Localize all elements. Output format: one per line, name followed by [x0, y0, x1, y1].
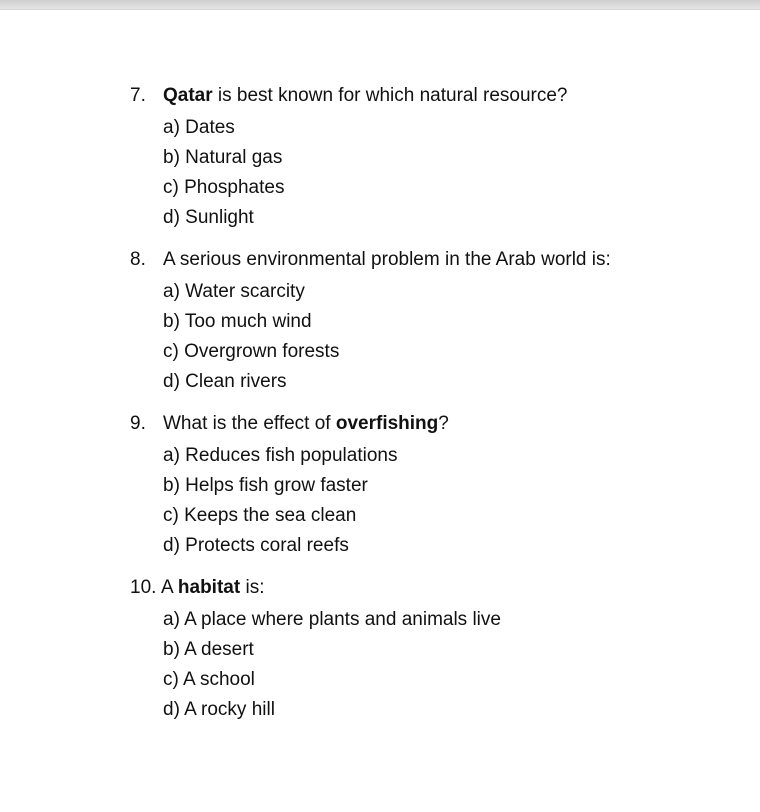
- options-list: [130, 605, 730, 725]
- option-d[interactable]: d) A rocky hill: [163, 699, 275, 720]
- option-a[interactable]: a) Dates: [163, 117, 235, 138]
- question-stem: [130, 411, 730, 437]
- option-c[interactable]: c) A school: [163, 669, 255, 690]
- question-8: [130, 247, 730, 397]
- option-b[interactable]: b) Too much wind: [163, 311, 312, 332]
- stem-text-end: is:: [240, 577, 265, 598]
- option-b[interactable]: b) Natural gas: [163, 147, 283, 168]
- options-list: [130, 277, 730, 397]
- option-b[interactable]: b) Helps fish grow faster: [163, 475, 368, 496]
- stem-bold: Qatar: [163, 85, 213, 106]
- question-7: [130, 83, 730, 233]
- stem-text: is best known for which natural resource?: [212, 85, 568, 106]
- question-stem: [130, 575, 730, 601]
- question-number: 8.: [130, 249, 146, 270]
- option-a[interactable]: a) Water scarcity: [163, 281, 305, 302]
- question-stem: [130, 83, 730, 109]
- question-9: [130, 411, 730, 561]
- question-stem: [130, 247, 730, 273]
- question-number: 7.: [130, 85, 146, 106]
- option-b[interactable]: b) A desert: [163, 639, 254, 660]
- option-d[interactable]: d) Protects coral reefs: [163, 535, 349, 556]
- options-list: [130, 441, 730, 561]
- stem-bold: overfishing: [335, 413, 439, 434]
- stem-bold: habitat: [177, 577, 241, 598]
- stem-text: What is the effect of: [163, 413, 336, 434]
- options-list: [130, 113, 730, 233]
- stem-text: A: [161, 577, 178, 598]
- option-c[interactable]: c) Overgrown forests: [163, 341, 340, 362]
- question-10: [130, 575, 730, 725]
- option-c[interactable]: c) Keeps the sea clean: [163, 505, 357, 526]
- question-number: 10.: [130, 577, 157, 598]
- stem-text: A serious environmental problem in the Arab world is:: [163, 249, 611, 270]
- option-a[interactable]: a) A place where plants and animals live: [163, 609, 501, 630]
- option-a[interactable]: a) Reduces fish populations: [163, 445, 398, 466]
- stem-text-end: ?: [438, 413, 449, 434]
- question-number: 9.: [130, 413, 146, 434]
- option-d[interactable]: d) Clean rivers: [163, 371, 287, 392]
- option-c[interactable]: c) Phosphates: [163, 177, 285, 198]
- option-d[interactable]: d) Sunlight: [163, 207, 254, 228]
